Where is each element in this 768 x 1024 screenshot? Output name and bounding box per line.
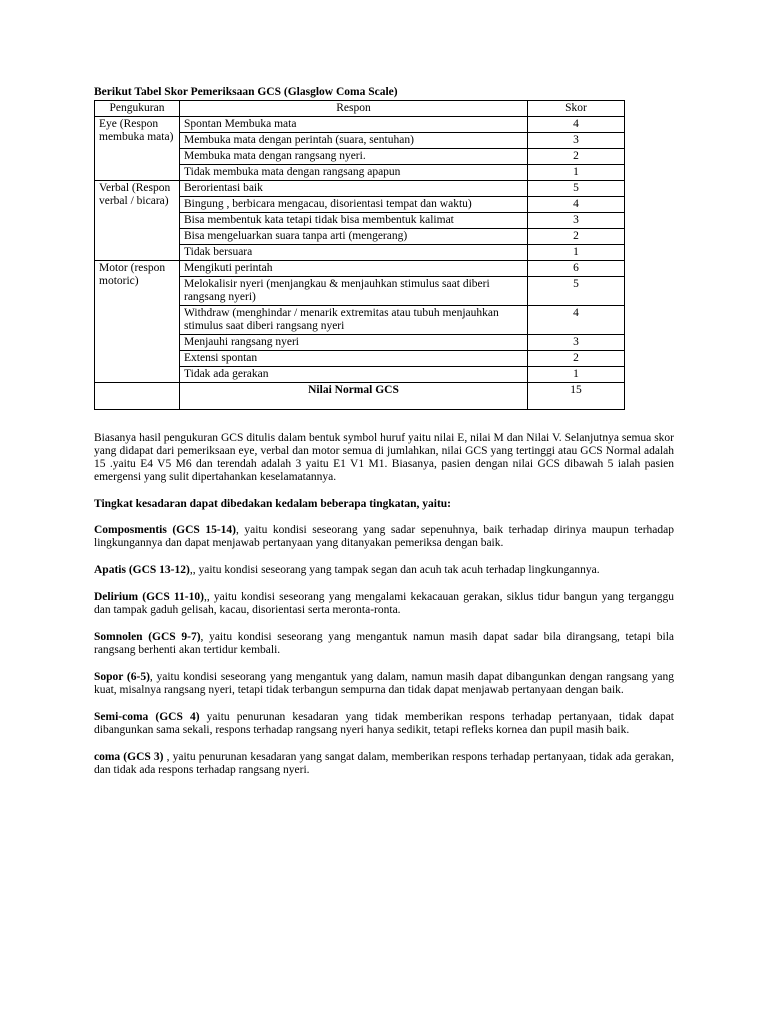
response-cell: Membuka mata dengan perintah (suara, sentuhan) [180,133,528,149]
score-cell: 6 [528,261,625,277]
level-description: ,, yaitu kondisi seseorang yang mengalami kekacauan gerakan, siklus tidur bangun yang terganggu dan tampak gaduh gelisah, kacau, disorientasi serta meronta-ronta. [94,591,675,616]
category-cell: Verbal (Respon verbal / bicara) [95,181,180,261]
response-cell: Berorientasi baik [180,181,528,197]
response-cell: Menjauhi rangsang nyeri [180,335,528,351]
levels-heading: Tingkat kesadaran dapat dibedakan kedalam beberapa tingkatan, yaitu: [94,498,452,510]
level-description: yaitu penurunan kesadaran yang tidak memberikan respons terhadap pertanyaan, tidak dapat dibangunkan sama sekali, respons terhadap rangsang nyeri hanya sedikit, tetapi refleks kornea dan pupil masih baik. [94,711,674,736]
level-description: , yaitu penurunan kesadaran yang sangat dalam, memberikan respons terhadap pertanyaan, tidak ada gerakan, dan tidak ada respons terhadap rangsang nyeri. [94,751,674,776]
table-row [95,261,625,277]
score-cell: 2 [528,149,625,165]
total-empty-cell [95,383,180,410]
intro-paragraph: Biasanya hasil pengukuran GCS ditulis dalam bentuk symbol huruf yaitu nilai E, nilai M dan Nilai V. Selanjutnya semua skor yang didapat dari pemeriksaan eye, verbal dan motor semua di jumlahkan, nilai GCS yang tertinggi atau GCS Normal adalah 15 .yaitu E4 V5 M6 dan terendah adalah 3 yaitu E1 V1 M1. Biasanya, pasien dengan nilai GCS dibawah 5 ialah pasien emergensi yang sulit dipertahankan keselamatannya. [94,432,674,483]
level-paragraph [94,631,674,657]
score-cell: 4 [528,306,625,335]
levels-list [94,524,674,777]
response-cell: Melokalisir nyeri (menjangkau & menjauhkan stimulus saat diberi rangsang nyeri) [180,277,528,306]
level-paragraph [94,751,674,777]
gcs-table [94,100,625,410]
category-cell: Eye (Respon membuka mata) [95,117,180,181]
level-term: Apatis (GCS 13-12) [94,564,190,576]
response-cell: Bingung , berbicara mengacau, disorientasi tempat dan waktu) [180,197,528,213]
level-term: Somnolen (GCS 9-7) [94,631,201,643]
level-description: , yaitu kondisi seseorang yang mengantuk yang dalam, namun masih dapat dibangunkan dengan rangsang yang kuat, misalnya rangsang nyeri, tetapi tidak terbangun sempurna dan tidak dapat menjawab pertanyaan dengan baik. [94,671,674,696]
level-term: Sopor (6-5) [94,671,150,683]
level-description: , yaitu kondisi seseorang yang mengantuk namun masih dapat sadar bila dirangsang, tetapi bila rangsang berhenti akan tertidur kembali. [94,631,674,656]
header-response: Respon [180,101,528,117]
response-cell: Spontan Membuka mata [180,117,528,133]
response-cell: Bisa mengeluarkan suara tanpa arti (mengerang) [180,229,528,245]
level-term: Delirium (GCS 11-10) [94,591,204,603]
level-paragraph [94,671,674,697]
header-score: Skor [528,101,625,117]
header-measure: Pengukuran [95,101,180,117]
response-cell: Extensi spontan [180,351,528,367]
score-cell: 4 [528,117,625,133]
table-row [95,117,625,133]
level-term: Semi-coma (GCS 4) [94,711,200,723]
response-cell: Bisa membentuk kata tetapi tidak bisa membentuk kalimat [180,213,528,229]
score-cell: 5 [528,181,625,197]
table-row [95,181,625,197]
level-paragraph [94,591,674,617]
table-caption: Berikut Tabel Skor Pemeriksaan GCS (Glasglow Coma Scale) [94,86,398,98]
score-cell: 4 [528,197,625,213]
level-paragraph [94,564,674,577]
score-cell: 1 [528,367,625,383]
response-cell: Withdraw (menghindar / menarik extremitas atau tubuh menjauhkan stimulus saat diberi rangsang nyeri [180,306,528,335]
response-cell: Tidak bersuara [180,245,528,261]
body-text [94,432,674,791]
response-cell: Tidak ada gerakan [180,367,528,383]
level-term: coma (GCS 3) [94,751,164,763]
level-description: , yaitu kondisi seseorang yang sadar sepenuhnya, baik terhadap dirinya maupun terhadap lingkungannya dan dapat menjawab pertanyaan yang ditanyakan pemeriksa dengan baik. [94,524,674,549]
score-cell: 2 [528,351,625,367]
score-cell: 5 [528,277,625,306]
score-cell: 1 [528,245,625,261]
response-cell: Tidak membuka mata dengan rangsang apapun [180,165,528,181]
total-label: Nilai Normal GCS [180,383,528,410]
score-cell: 3 [528,133,625,149]
score-cell: 3 [528,213,625,229]
category-cell: Motor (respon motoric) [95,261,180,383]
score-cell: 2 [528,229,625,245]
level-paragraph [94,524,674,550]
score-cell: 3 [528,335,625,351]
response-cell: Membuka mata dengan rangsang nyeri. [180,149,528,165]
table-body [95,117,625,410]
level-description: ,, yaitu kondisi seseorang yang tampak segan dan acuh tak acuh terhadap lingkungannya. [189,564,600,576]
response-cell: Mengikuti perintah [180,261,528,277]
table-header-row [95,101,625,117]
level-term: Composmentis (GCS 15-14) [94,524,236,536]
total-row [95,383,625,410]
score-cell: 1 [528,165,625,181]
total-score: 15 [528,383,625,410]
level-paragraph [94,711,674,737]
